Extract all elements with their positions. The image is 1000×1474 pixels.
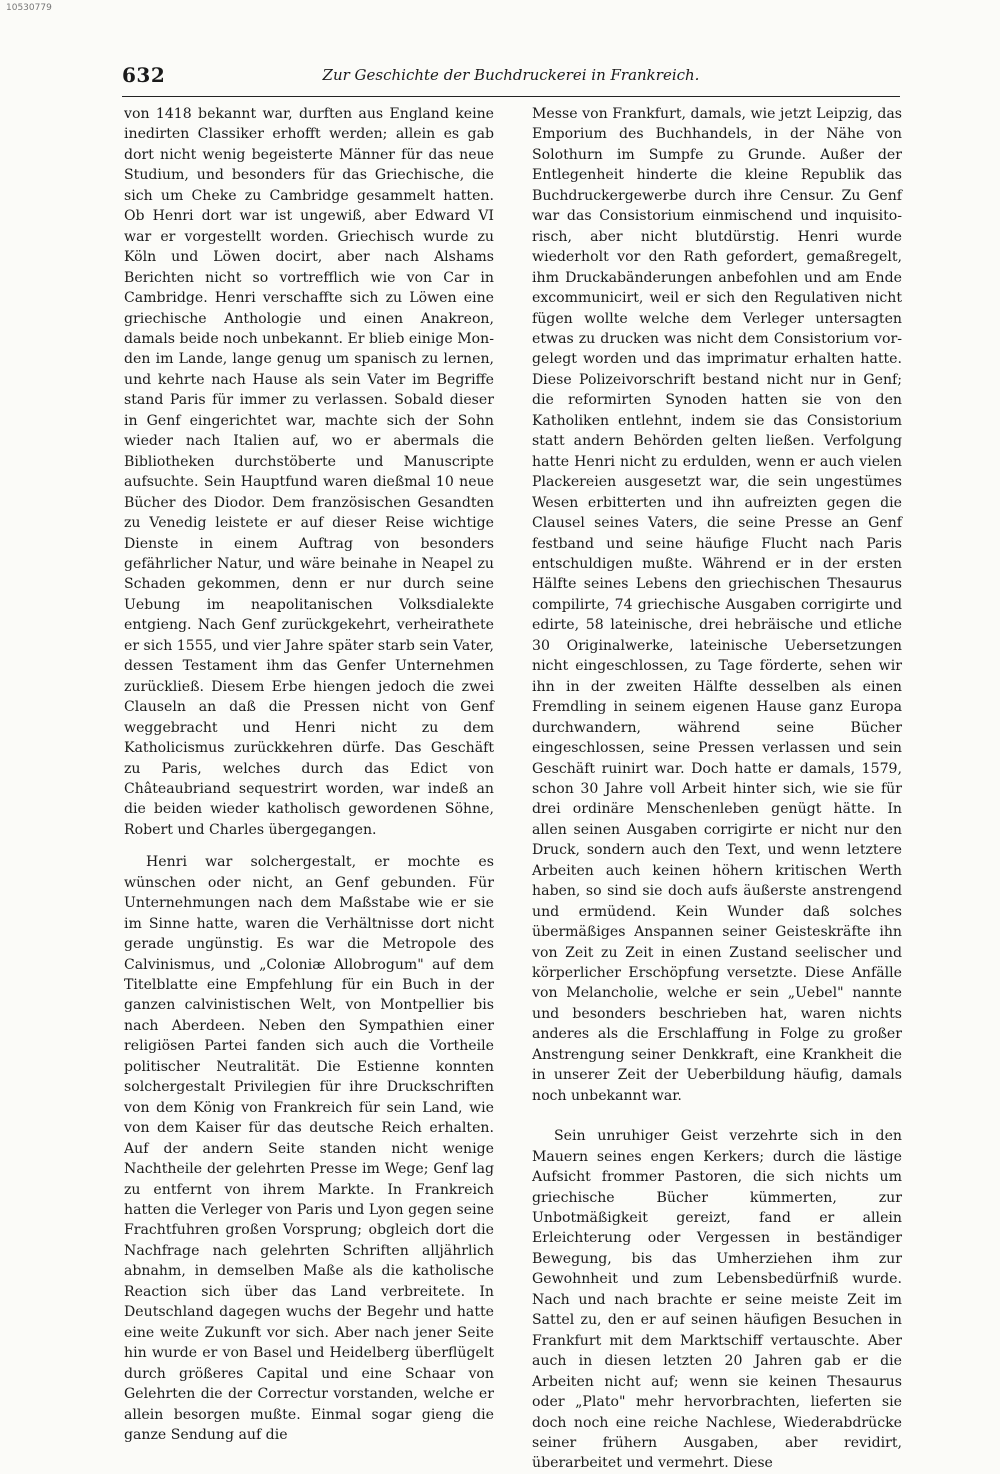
- left-column: [124, 104, 494, 1445]
- paragraph: Messe von Frankfurt, damals, wie jetzt Leipzig, das Emporium des Buchhandels, in der Nähe von Solothurn im Sumpfe zu Grunde. Außer der Entlegenheit hinderte die kleine Republik das Buchdruckergewerbe durch ihre Censur. Zu Genf war das Consistorium einmischend und inquisitorisch, aber nicht blutdürstig. Henri wurde wiederholt vor den Rath gefordert, gemaßregelt, ihm Druckabänderungen anbefohlen und am Ende excommunicirt, weil er sich den Regulativen nicht fügen wollte welche dem Verleger untersagten etwas zu drucken was nicht dem Consistorium vorgelegt worden und das imprimatur erhalten hatte. Diese Polizeivorschrift bestand nicht nur in Genf; die reformirten Synoden hatten sie von den Katholiken entlehnt, indem sie das Consistorium statt andern Behörden gelten ließen. Verfolgung hatte Henri nicht zu erdulden, wenn er auch vielen Plackereien ausgesetzt war, die sein ungestümes Wesen erbitterten und ihn aufreizten gegen die Clausel seines Vaters, die seine Presse an Genf festband und seine häufige Flucht nach Paris entschuldigen mußte. Während er in der ersten Hälfte seines Lebens den griechischen Thesaurus compilirte, 74 griechische Ausgaben corrigirte und edirte, 58 lateinische, drei hebräische und etliche 30 Originalwerke, lateinische Uebersetzungen nicht eingeschlossen, zu Tage förderte, sehen wir ihn in der zweiten Hälfte desselben als einen Fremdling in seinem eigenen Hause ganz Europa durchwandern, während seine Bücher eingeschlossen, seine Pressen verlassen und sein Geschäft ruinirt war. Doch hatte er damals, 1579, schon 30 Jahre voll Arbeit hinter sich, wie sie für drei ordinäre Menschenleben genügt hätte. In allen seinen Ausgaben corrigirte er nicht nur den Druck, sondern auch den Text, und wenn letztere Arbeiten auch keinen höhern kritischen Werth haben, so sind sie doch aufs äußerste anstrengend und ermüdend. Kein Wunder daß solches übermäßiges Anspannen seiner Geisteskräfte ihn von Zeit zu Zeit in einen Zustand seelischer und körperlicher Erschöpfung versetzte. Diese Anfälle von Melancholie, welche er sein „Uebel" nannte und besonders beschrieben hat, waren nichts anderes als die Erschlaffung in Folge zu großer Anstrengung seiner Denkkraft, eine Krankheit die in unserer Zeit der Ueberbildung häufig, damals noch unbekannt war.: [532, 106, 902, 1104]
- right-column: [532, 104, 902, 1474]
- page-number: 632: [122, 63, 166, 87]
- paragraph: Sein unruhiger Geist verzehrte sich in den Mauern seines engen Kerkers; durch die lästige Aufsicht frommer Pastoren, die sich nichts um griechische Bücher kümmerten, zur Unbotmäßigkeit gereizt, fand er allein Erleichterung oder Vergessen in beständiger Bewegung, bis das Umherziehen ihm zur Gewohnheit und zum Lebensbedürfniß wurde. Nach und nach brachte er seine meiste Zeit im Sattel zu, den er auf seinen häufigen Besuchen in Frankfurt mit dem Marktschiff vertauschte. Aber auch in diesen letzten 20 Jahren gab er die Arbeiten nicht auf; wenn sie keinen Thesaurus oder „Plato" mehr hervorbrachten, lieferten sie doch noch eine reiche Nachlese, Wiederabdrücke seiner frühern Ausgaben, aber revidirt, überarbeitet und vermehrt. Diese: [532, 1128, 902, 1472]
- paragraph: Henri war solchergestalt, er mochte es wünschen oder nicht, an Genf gebunden. Für Unternehmungen nach dem Maßstabe wie er sie im Sinne hatte, waren die Verhältnisse dort nicht gerade ungünstig. Es war die Metropole des Calvinismus, und „Coloniæ Allobrogum" auf dem Titelblatte eine Empfehlung für ein Buch in der ganzen calvinistischen Welt, von Montpellier bis nach Aberdeen. Neben den Sympathien einer religiösen Partei fanden sich auch die Vortheile politischer Neutralität. Die Estienne konnten solchergestalt Privilegien für ihre Druckschriften von dem König von Frankreich für sein Land, wie von dem Kaiser für das deutsche Reich erhalten. Auf der andern Seite standen nicht wenige Nachtheile der gelehrten Presse im Wege; Genf lag zu entfernt von ihrem Markte. In Frankreich hatten die Verleger von Paris und Lyon gegen seine Frachtfuhren großen Vorsprung; obgleich dort die Nachfrage nach gelehrten Schriften alljährlich abnahm, in demselben Maße als die katholische Reaction sich über das Land verbreitete. In Deutschland dagegen wuchs der Begehr und hatte eine weite Zukunft vor sich. Aber nach jener Seite hin wurde er von Basel und Heidelberg überflügelt durch größeres Capital und eine Schaar von Gelehrten die der Correctur vorstanden, welche er allein besorgen mußte. Einmal sogar gieng die ganze Sendung auf die: [124, 854, 494, 1443]
- paragraph: von 1418 bekannt war, durften aus England keine inedirten Classiker erhofft werden; allein es gab dort nicht wenig begeisterte Männer für das neue Studium, und besonders für das Griechische, die sich um Cheke zu Cambridge gesammelt hatten. Ob Henri dort war ist ungewiß, aber Edward VI war er vorgestellt worden. Griechisch wurde zu Köln und Löwen docirt, aber nach Alshams Berichten nicht so vortrefflich wie von Car in Cambridge. Henri verschaffte sich zu Löwen eine griechische Anthologie und einen Anakreon, damals beide noch unbekannt. Er blieb einige Monden im Lande, lange genug um spanisch zu lernen, und kehrte nach Hause als sein Vater im Begriffe stand Paris für immer zu verlassen. Sobald dieser in Genf eingerichtet war, machte sich der Sohn wieder nach Italien auf, wo er abermals die Bibliotheken durchstöberte und Manuscripte aufsuchte. Sein Hauptfund waren dießmal 10 neue Bücher des Diodor. Dem französischen Gesandten zu Venedig leistete er auf dieser Reise wichtige Dienste in einem Auftrag von besonders gefährlicher Natur, und wäre beinahe in Neapel zu Schaden gekommen, denn er nur durch seine Uebung im neapolitanischen Volksdialekte entgieng. Nach Genf zurückgekehrt, verheirathete er sich 1555, und vier Jahre später starb sein Vater, dessen Testament ihm das Genfer Unternehmen zurückließ. Diesem Erbe hiengen jedoch die zwei Clauseln an daß die Pressen nicht von Genf weggebracht und Henri nicht zu dem Katholicismus zurückkehren dürfe. Das Geschäft zu Paris, welches durch das Edict von Châteaubriand sequestrirt worden, war indeß an die beiden wieder katholisch gewordenen Söhne, Robert und Charles übergegangen.: [124, 106, 494, 838]
- running-title: Zur Geschichte der Buchdruckerei in Frankreich.: [322, 66, 700, 84]
- page-header: [122, 60, 900, 97]
- scan-id: 10530779: [6, 3, 52, 13]
